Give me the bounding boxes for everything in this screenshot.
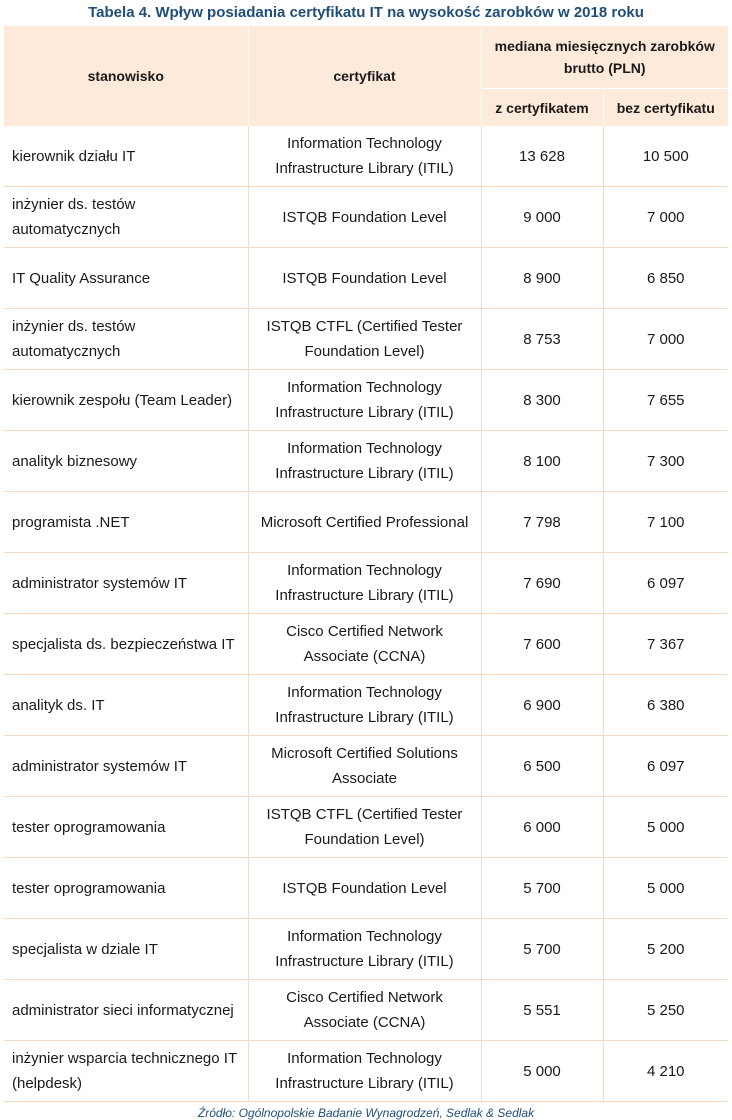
cell-without-certificate: 6 097	[603, 553, 728, 614]
header-position: stanowisko	[4, 26, 248, 126]
cell-position: inżynier wsparcia technicznego IT (helpdesk)	[4, 1041, 248, 1102]
table-row	[4, 797, 728, 858]
source-note: Źródło: Ogólnopolskie Badanie Wynagrodzeń, Sedlak & Sedlak	[197, 1106, 535, 1120]
cell-with-certificate: 13 628	[481, 126, 603, 187]
table-row	[4, 431, 728, 492]
header-without-certificate: bez certyfikatu	[603, 89, 728, 127]
table-body	[4, 126, 728, 1102]
cell-with-certificate: 6 500	[481, 736, 603, 797]
cell-certificate: Information Technology Infrastructure Library (ITIL)	[248, 126, 481, 187]
cell-without-certificate: 6 380	[603, 675, 728, 736]
cell-without-certificate: 10 500	[603, 126, 728, 187]
cell-with-certificate: 6 900	[481, 675, 603, 736]
cell-without-certificate: 7 000	[603, 187, 728, 248]
cell-certificate: ISTQB Foundation Level	[248, 248, 481, 309]
cell-with-certificate: 8 900	[481, 248, 603, 309]
cell-with-certificate: 8 100	[481, 431, 603, 492]
cell-with-certificate: 7 600	[481, 614, 603, 675]
table-row	[4, 370, 728, 431]
cell-without-certificate: 7 655	[603, 370, 728, 431]
cell-certificate: Information Technology Infrastructure Library (ITIL)	[248, 675, 481, 736]
table-row	[4, 126, 728, 187]
cell-position: analityk ds. IT	[4, 675, 248, 736]
cell-with-certificate: 5 700	[481, 919, 603, 980]
cell-without-certificate: 7 100	[603, 492, 728, 553]
cell-position: tester oprogramowania	[4, 797, 248, 858]
cell-position: administrator sieci informatycznej	[4, 980, 248, 1041]
cell-position: IT Quality Assurance	[4, 248, 248, 309]
cell-without-certificate: 4 210	[603, 1041, 728, 1102]
cell-certificate: Microsoft Certified Solutions Associate	[248, 736, 481, 797]
cell-certificate: ISTQB CTFL (Certified Tester Foundation Level)	[248, 797, 481, 858]
cell-position: tester oprogramowania	[4, 858, 248, 919]
cell-with-certificate: 9 000	[481, 187, 603, 248]
table-row	[4, 492, 728, 553]
header-with-certificate: z certyfikatem	[481, 89, 603, 127]
cell-position: inżynier ds. testów automatycznych	[4, 309, 248, 370]
table-row	[4, 1041, 728, 1102]
cell-position: administrator systemów IT	[4, 553, 248, 614]
cell-certificate: ISTQB Foundation Level	[248, 187, 481, 248]
cell-certificate: ISTQB Foundation Level	[248, 858, 481, 919]
cell-certificate: ISTQB CTFL (Certified Tester Foundation Level)	[248, 309, 481, 370]
cell-with-certificate: 7 798	[481, 492, 603, 553]
cell-position: analityk biznesowy	[4, 431, 248, 492]
cell-without-certificate: 7 367	[603, 614, 728, 675]
cell-position: specjalista ds. bezpieczeństwa IT	[4, 614, 248, 675]
table-row	[4, 614, 728, 675]
cell-without-certificate: 6 850	[603, 248, 728, 309]
cell-certificate: Cisco Certified Network Associate (CCNA)	[248, 980, 481, 1041]
table-row	[4, 553, 728, 614]
header-median-group: mediana miesięcznych zarobków brutto (PLN)	[481, 26, 728, 89]
table-row	[4, 675, 728, 736]
cell-certificate: Information Technology Infrastructure Library (ITIL)	[248, 370, 481, 431]
cell-with-certificate: 5 700	[481, 858, 603, 919]
cell-without-certificate: 5 250	[603, 980, 728, 1041]
cell-with-certificate: 7 690	[481, 553, 603, 614]
cell-with-certificate: 8 300	[481, 370, 603, 431]
cell-certificate: Information Technology Infrastructure Library (ITIL)	[248, 919, 481, 980]
cell-position: kierownik zespołu (Team Leader)	[4, 370, 248, 431]
table-row	[4, 309, 728, 370]
table-row	[4, 736, 728, 797]
cell-without-certificate: 5 000	[603, 797, 728, 858]
table-row	[4, 858, 728, 919]
cell-without-certificate: 7 300	[603, 431, 728, 492]
table-row	[4, 919, 728, 980]
cell-certificate: Information Technology Infrastructure Library (ITIL)	[248, 553, 481, 614]
cell-without-certificate: 6 097	[603, 736, 728, 797]
cell-position: programista .NET	[4, 492, 248, 553]
cell-with-certificate: 5 551	[481, 980, 603, 1041]
cell-with-certificate: 8 753	[481, 309, 603, 370]
cell-certificate: Microsoft Certified Professional	[248, 492, 481, 553]
cell-without-certificate: 5 200	[603, 919, 728, 980]
table-row	[4, 187, 728, 248]
cell-certificate: Information Technology Infrastructure Library (ITIL)	[248, 1041, 481, 1102]
cell-position: administrator systemów IT	[4, 736, 248, 797]
salary-table	[4, 26, 728, 1102]
cell-with-certificate: 5 000	[481, 1041, 603, 1102]
cell-certificate: Information Technology Infrastructure Library (ITIL)	[248, 431, 481, 492]
cell-position: inżynier ds. testów automatycznych	[4, 187, 248, 248]
cell-with-certificate: 6 000	[481, 797, 603, 858]
cell-without-certificate: 5 000	[603, 858, 728, 919]
cell-without-certificate: 7 000	[603, 309, 728, 370]
table-title: Tabela 4. Wpływ posiadania certyfikatu IT na wysokość zarobków w 2018 roku	[88, 4, 644, 21]
table-row	[4, 248, 728, 309]
table-row	[4, 980, 728, 1041]
table-header	[4, 26, 728, 126]
cell-position: kierownik działu IT	[4, 126, 248, 187]
header-certificate: certyfikat	[248, 26, 481, 126]
cell-position: specjalista w dziale IT	[4, 919, 248, 980]
cell-certificate: Cisco Certified Network Associate (CCNA)	[248, 614, 481, 675]
